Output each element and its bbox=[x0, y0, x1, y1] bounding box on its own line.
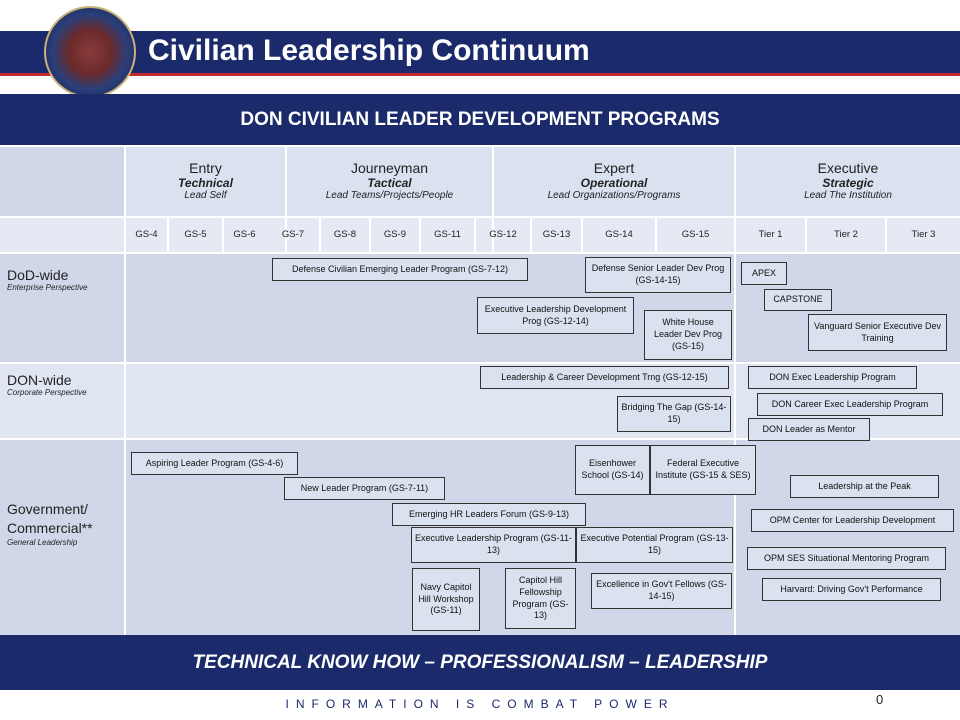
subtitle-banner: DON CIVILIAN LEADER DEVELOPMENT PROGRAMS bbox=[0, 94, 960, 145]
program-box: New Leader Program (GS-7-11) bbox=[284, 477, 445, 500]
header-corner bbox=[0, 147, 125, 217]
program-box: Excellence in Gov't Fellows (GS-14-15) bbox=[591, 573, 732, 609]
program-box: Executive Leadership Program (GS-11-13) bbox=[411, 527, 576, 563]
row-label-sub: Corporate Perspective bbox=[7, 388, 87, 397]
phase-entry bbox=[126, 160, 285, 201]
phase-desc: Lead Self bbox=[184, 190, 227, 201]
row-label-main: DoD-wide bbox=[7, 267, 69, 283]
grade-label: GS-14 bbox=[605, 229, 633, 240]
phase-name: Executive bbox=[817, 160, 879, 176]
page-number: 0 bbox=[876, 692, 884, 707]
grade-label: GS-11 bbox=[434, 229, 461, 240]
program-box: White House Leader Dev Prog (GS-15) bbox=[644, 310, 732, 360]
phase-role: Tactical bbox=[367, 176, 412, 190]
program-box: DON Career Exec Leadership Program bbox=[757, 393, 943, 416]
grade-label: GS-6 bbox=[233, 229, 256, 240]
program-box: Harvard: Driving Gov't Performance bbox=[762, 578, 941, 601]
grade-label: GS-9 bbox=[383, 229, 407, 240]
grade-label: Tier 3 bbox=[911, 229, 936, 240]
program-box: DON Leader as Mentor bbox=[748, 418, 870, 441]
program-box: Defense Civilian Emerging Leader Program (GS-7-12) bbox=[272, 258, 528, 281]
program-box: Federal Executive Institute (GS-15 & SES) bbox=[650, 445, 756, 495]
phase-role: Strategic bbox=[822, 176, 874, 190]
grade-label: GS-13 bbox=[542, 229, 571, 240]
program-box: Vanguard Senior Executive Dev Training bbox=[808, 314, 947, 351]
page-title: Civilian Leadership Continuum bbox=[148, 34, 590, 67]
phase-role: Technical bbox=[178, 176, 233, 190]
grade-label: GS-12 bbox=[489, 229, 517, 240]
phase-name: Expert bbox=[593, 160, 635, 176]
phase-role: Operational bbox=[580, 176, 648, 190]
phase-executive bbox=[736, 160, 960, 201]
program-box: Defense Senior Leader Dev Prog (GS-14-15) bbox=[585, 257, 731, 293]
program-box: Aspiring Leader Program (GS-4-6) bbox=[131, 452, 298, 475]
row-label-government bbox=[7, 500, 93, 547]
row-label-sub: Enterprise Perspective bbox=[7, 283, 88, 292]
grade-label: Tier 2 bbox=[834, 229, 858, 240]
grade-label: GS-7 bbox=[281, 229, 305, 240]
phase-journeyman bbox=[287, 160, 492, 201]
grade-label: GS-5 bbox=[184, 229, 207, 240]
phase-desc: Lead Organizations/Programs bbox=[547, 190, 681, 201]
phase-desc: Lead Teams/Projects/People bbox=[325, 190, 454, 201]
row-label-main: DON-wide bbox=[7, 372, 72, 388]
row-label-don-wide bbox=[7, 372, 87, 397]
grade-label: GS-8 bbox=[333, 229, 357, 240]
grade-label: GS-4 bbox=[135, 229, 158, 240]
dod-seal-icon bbox=[44, 6, 136, 98]
phase-name: Journeyman bbox=[350, 160, 429, 176]
program-box: Capitol Hill Fellowship Program (GS-13) bbox=[505, 568, 576, 629]
row-label-main: Government/ Commercial** bbox=[7, 501, 93, 536]
bottom-banner: TECHNICAL KNOW HOW – PROFESSIONALISM – LEADERSHIP bbox=[0, 635, 960, 690]
program-box: Navy Capitol Hill Workshop (GS-11) bbox=[412, 568, 480, 631]
program-box: CAPSTONE bbox=[764, 289, 832, 311]
program-box: Eisenhower School (GS-14) bbox=[575, 445, 650, 495]
program-box: Executive Leadership Development Prog (GS-12-14) bbox=[477, 297, 634, 334]
grade-label: Tier 1 bbox=[758, 229, 783, 240]
program-box: DON Exec Leadership Program bbox=[748, 366, 917, 389]
program-box: APEX bbox=[741, 262, 787, 285]
program-box: OPM SES Situational Mentoring Program bbox=[747, 547, 946, 570]
divider bbox=[0, 362, 960, 364]
phase-name: Entry bbox=[189, 160, 222, 176]
phase-desc: Lead The Institution bbox=[804, 190, 892, 201]
row-label-dod-wide bbox=[7, 267, 87, 292]
program-box: Leadership at the Peak bbox=[790, 475, 939, 498]
program-box: Leadership & Career Development Trng (GS-12-15) bbox=[480, 366, 729, 389]
footer-tagline: INFORMATION IS COMBAT POWER bbox=[285, 697, 675, 711]
program-box: Executive Potential Program (GS-13-15) bbox=[576, 527, 733, 563]
program-box: OPM Center for Leadership Development bbox=[751, 509, 954, 532]
row-label-sub: General Leadership bbox=[7, 537, 78, 547]
program-box: Bridging The Gap (GS-14-15) bbox=[617, 396, 731, 432]
phase-expert bbox=[494, 160, 734, 201]
program-box: Emerging HR Leaders Forum (GS-9-13) bbox=[392, 503, 586, 526]
grade-label: GS-15 bbox=[681, 229, 710, 240]
